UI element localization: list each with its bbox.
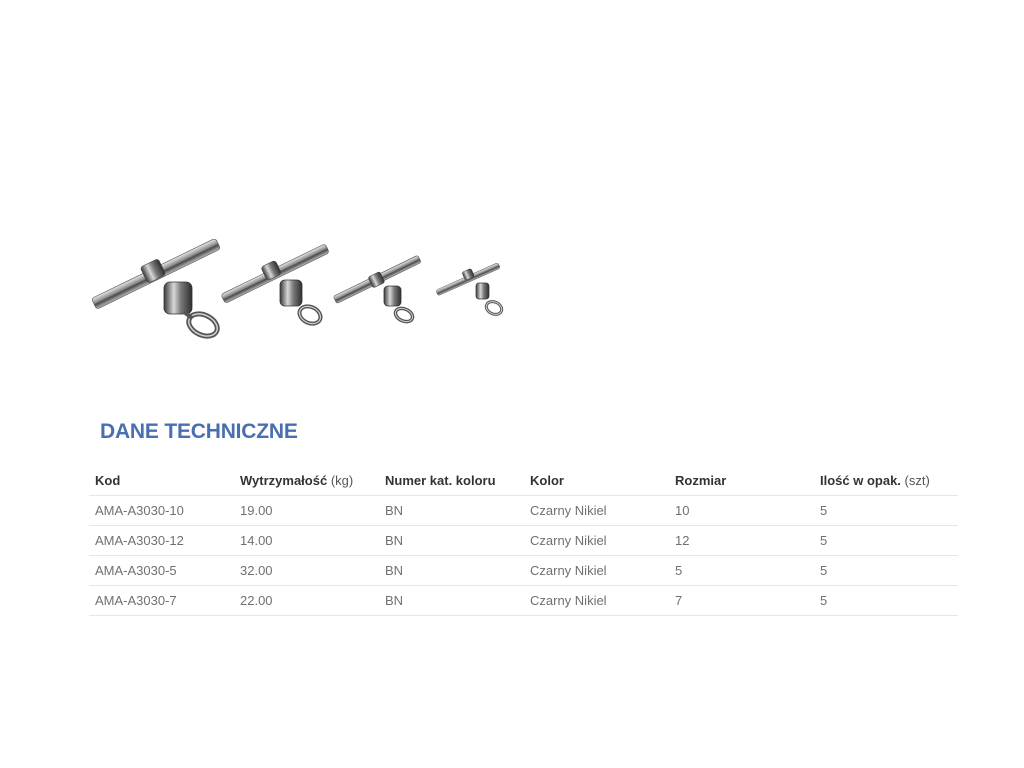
cell-kolor: Czarny Nikiel (524, 496, 669, 526)
table-row (89, 496, 958, 526)
header-wytrzymalosc: Wytrzymałość (kg) (234, 466, 379, 496)
cell-rozmiar: 7 (669, 586, 814, 616)
cell-numer-kat-koloru: BN (379, 556, 524, 586)
t-swivel-small-icon (333, 255, 421, 324)
cell-rozmiar: 5 (669, 556, 814, 586)
section-title: DANE TECHNICZNE (100, 420, 298, 443)
cell-rozmiar: 12 (669, 526, 814, 556)
cell-numer-kat-koloru: BN (379, 496, 524, 526)
t-swivel-large-icon (91, 238, 220, 340)
cell-kolor: Czarny Nikiel (524, 586, 669, 616)
header-rozmiar: Rozmiar (669, 466, 814, 496)
cell-kod: AMA-A3030-10 (89, 496, 234, 526)
cell-rozmiar: 10 (669, 496, 814, 526)
header-kod: Kod (89, 466, 234, 496)
table-row (89, 526, 958, 556)
cell-ilosc: 5 (814, 556, 958, 586)
cell-ilosc: 5 (814, 526, 958, 556)
cell-wytrzymalosc: 22.00 (234, 586, 379, 616)
cell-kolor: Czarny Nikiel (524, 556, 669, 586)
header-numer-kat-koloru: Numer kat. koloru (379, 466, 524, 496)
cell-kod: AMA-A3030-12 (89, 526, 234, 556)
cell-kod: AMA-A3030-5 (89, 556, 234, 586)
header-ilosc-w-opak: Ilość w opak. (szt) (814, 466, 958, 496)
cell-wytrzymalosc: 32.00 (234, 556, 379, 586)
cell-wytrzymalosc: 19.00 (234, 496, 379, 526)
product-photo-t-swivels (80, 222, 520, 352)
spec-table (89, 466, 958, 616)
table-row (89, 586, 958, 616)
cell-ilosc: 5 (814, 496, 958, 526)
cell-kod: AMA-A3030-7 (89, 586, 234, 616)
cell-numer-kat-koloru: BN (379, 586, 524, 616)
t-swivel-medium-icon (221, 244, 330, 327)
header-kolor: Kolor (524, 466, 669, 496)
t-swivel-xsmall-icon (436, 263, 504, 317)
cell-ilosc: 5 (814, 586, 958, 616)
cell-wytrzymalosc: 14.00 (234, 526, 379, 556)
table-row (89, 556, 958, 586)
cell-kolor: Czarny Nikiel (524, 526, 669, 556)
cell-numer-kat-koloru: BN (379, 526, 524, 556)
table-header-row (89, 466, 958, 496)
